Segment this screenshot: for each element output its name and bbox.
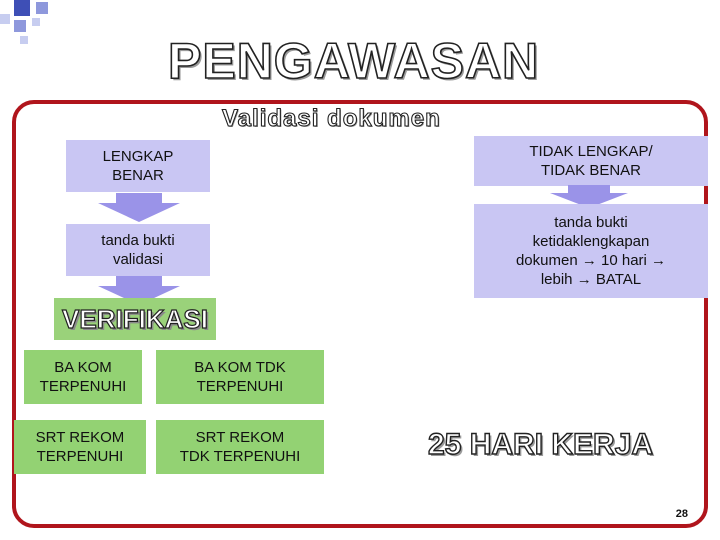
page-number: 28 xyxy=(675,508,688,520)
srt-rekom-tdk-terpenuhi-box: SRT REKOM TDK TERPENUHI xyxy=(156,420,324,474)
tanda-bukti-ketidaklengkapan-box: tanda bukti ketidaklengkapan dokumen → 10 hari → lebih → BATAL xyxy=(474,204,708,298)
deco-square xyxy=(14,20,26,32)
deco-square xyxy=(14,0,30,16)
deco-square xyxy=(36,2,48,14)
verifikasi-text: VERIFIKASI xyxy=(62,303,208,334)
page-title: PENGAWASAN xyxy=(168,33,540,89)
deadline-label: 25 HARI KERJA xyxy=(428,428,654,461)
ba-kom-terpenuhi-box: BA KOM TERPENUHI xyxy=(24,350,142,404)
tidak-lengkap-box: TIDAK LENGKAP/ TIDAK BENAR xyxy=(474,136,708,186)
subtitle: Validasi dokumen xyxy=(222,105,441,132)
verifikasi-label xyxy=(54,298,216,340)
tanda-bukti-validasi-box: tanda bukti validasi xyxy=(66,224,210,276)
lengkap-box: LENGKAP BENAR xyxy=(66,140,210,192)
corner-decoration xyxy=(0,0,56,56)
ba-kom-tdk-terpenuhi-box: BA KOM TDK TERPENUHI xyxy=(156,350,324,404)
srt-rekom-terpenuhi-box: SRT REKOM TERPENUHI xyxy=(14,420,146,474)
deco-square xyxy=(0,14,10,24)
arrow-down-icon xyxy=(94,193,184,223)
deco-square xyxy=(32,18,40,26)
deco-square xyxy=(20,36,28,44)
